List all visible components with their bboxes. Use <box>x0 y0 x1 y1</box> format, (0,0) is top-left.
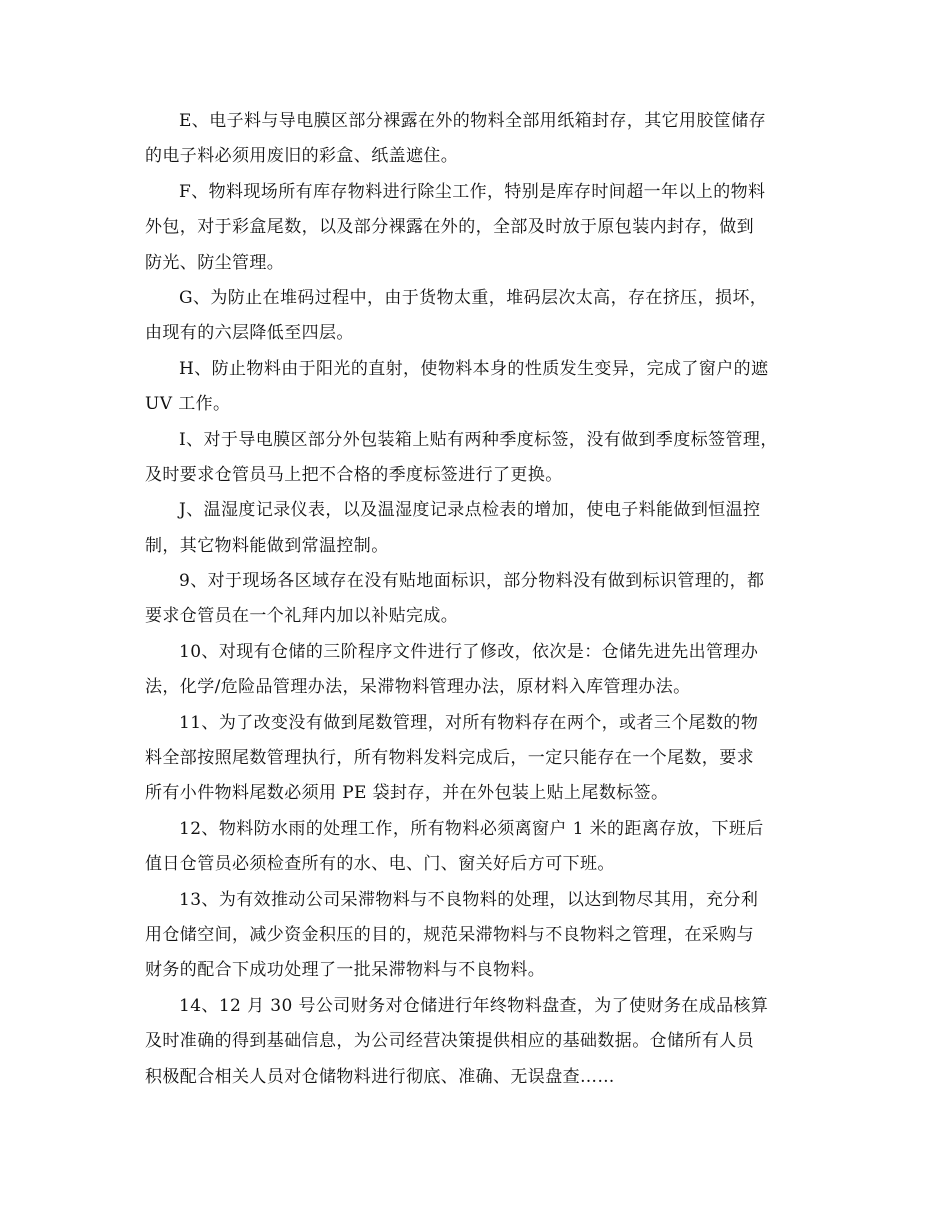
paragraph-i <box>145 423 815 494</box>
paragraph-g <box>145 281 815 352</box>
paragraph-f <box>145 175 815 281</box>
paragraph-e <box>145 104 815 175</box>
paragraph-line: E、电子料与导电膜区部分裸露在外的物料全部用纸箱封存，其它用胶筐储存 <box>179 111 767 131</box>
paragraph-line: 由现有的六层降低至四层。 <box>145 323 354 344</box>
paragraph-line: 积极配合相关人员对仓储物料进行彻底、准确、无误盘查…… <box>145 1066 615 1087</box>
paragraph-line: 14、12 月 30 号公司财务对仓储进行年终物料盘查，为了使财务在成品核算 <box>179 995 769 1016</box>
paragraph-11 <box>145 706 815 812</box>
paragraph-line: 9、对于现场各区域存在没有贴地面标识，部分物料没有做到标识管理的，都 <box>179 571 765 592</box>
paragraph-line: 用仓储空间，减少资金积压的目的，规范呆滞物料与不良物料之管理，在采购与 <box>145 924 754 945</box>
paragraph-line: 所有小件物料尾数必须用 PE 袋封存，并在外包装上贴上尾数标签。 <box>145 783 669 804</box>
paragraph-10 <box>145 635 815 706</box>
paragraph-line: 法，化学/危险品管理办法，呆滞物料管理办法，原材料入库管理办法。 <box>145 677 691 698</box>
paragraph-line: 防光、防尘管理。 <box>145 252 285 273</box>
paragraph-h <box>145 352 815 423</box>
paragraph-line: 的电子料必须用废旧的彩盒、纸盖遮住。 <box>145 146 459 167</box>
paragraph-line: G、为防止在堆码过程中，由于货物太重，堆码层次太高，存在挤压，损坏， <box>179 287 768 308</box>
paragraph-14 <box>145 989 815 1095</box>
paragraph-line: 料全部按照尾数管理执行，所有物料发料完成后，一定只能存在一个尾数，要求 <box>145 748 754 769</box>
document-body <box>145 104 815 1095</box>
paragraph-line: 财务的配合下成功处理了一批呆滞物料与不良物料。 <box>145 960 546 981</box>
paragraph-line: 12、物料防水雨的处理工作，所有物料必须离窗户 1 米的距离存放，下班后 <box>179 818 764 839</box>
paragraph-13 <box>145 883 815 989</box>
paragraph-line: UV 工作。 <box>145 394 231 415</box>
paragraph-line: H、防止物料由于阳光的直射，使物料本身的性质发生变异，完成了窗户的遮 <box>179 358 769 379</box>
paragraph-line: 13、为有效推动公司呆滞物料与不良物料的处理，以达到物尽其用，充分利 <box>179 889 759 910</box>
paragraph-12 <box>145 812 815 883</box>
paragraph-line: 值日仓管员必须检查所有的水、电、门、窗关好后方可下班。 <box>145 854 615 875</box>
paragraph-line: J、温湿度记录仪表，以及温湿度记录点检表的增加，使电子料能做到恒温控 <box>179 500 761 521</box>
paragraph-line: 外包，对于彩盒尾数，以及部分裸露在外的，全部及时放于原包装内封存，做到 <box>145 217 754 238</box>
paragraph-line: I、对于导电膜区部分外包装箱上贴有两种季度标签，没有做到季度标签管理， <box>179 429 778 450</box>
paragraph-9 <box>145 564 815 635</box>
paragraph-line: F、物料现场所有库存物料进行除尘工作，特别是库存时间超一年以上的物料 <box>179 181 766 202</box>
paragraph-line: 制，其它物料能做到常温控制。 <box>145 535 389 556</box>
paragraph-line: 10、对现有仓储的三阶程序文件进行了修改，依次是：仓储先进先出管理办 <box>179 641 759 662</box>
paragraph-line: 及时要求仓管员马上把不合格的季度标签进行了更换。 <box>145 464 563 485</box>
paragraph-j <box>145 493 815 564</box>
paragraph-line: 11、为了改变没有做到尾数管理，对所有物料存在两个，或者三个尾数的物 <box>179 712 759 733</box>
paragraph-line: 要求仓管员在一个礼拜内加以补贴完成。 <box>145 606 459 627</box>
paragraph-line: 及时准确的得到基础信息，为公司经营决策提供相应的基础数据。仓储所有人员 <box>145 1031 754 1052</box>
